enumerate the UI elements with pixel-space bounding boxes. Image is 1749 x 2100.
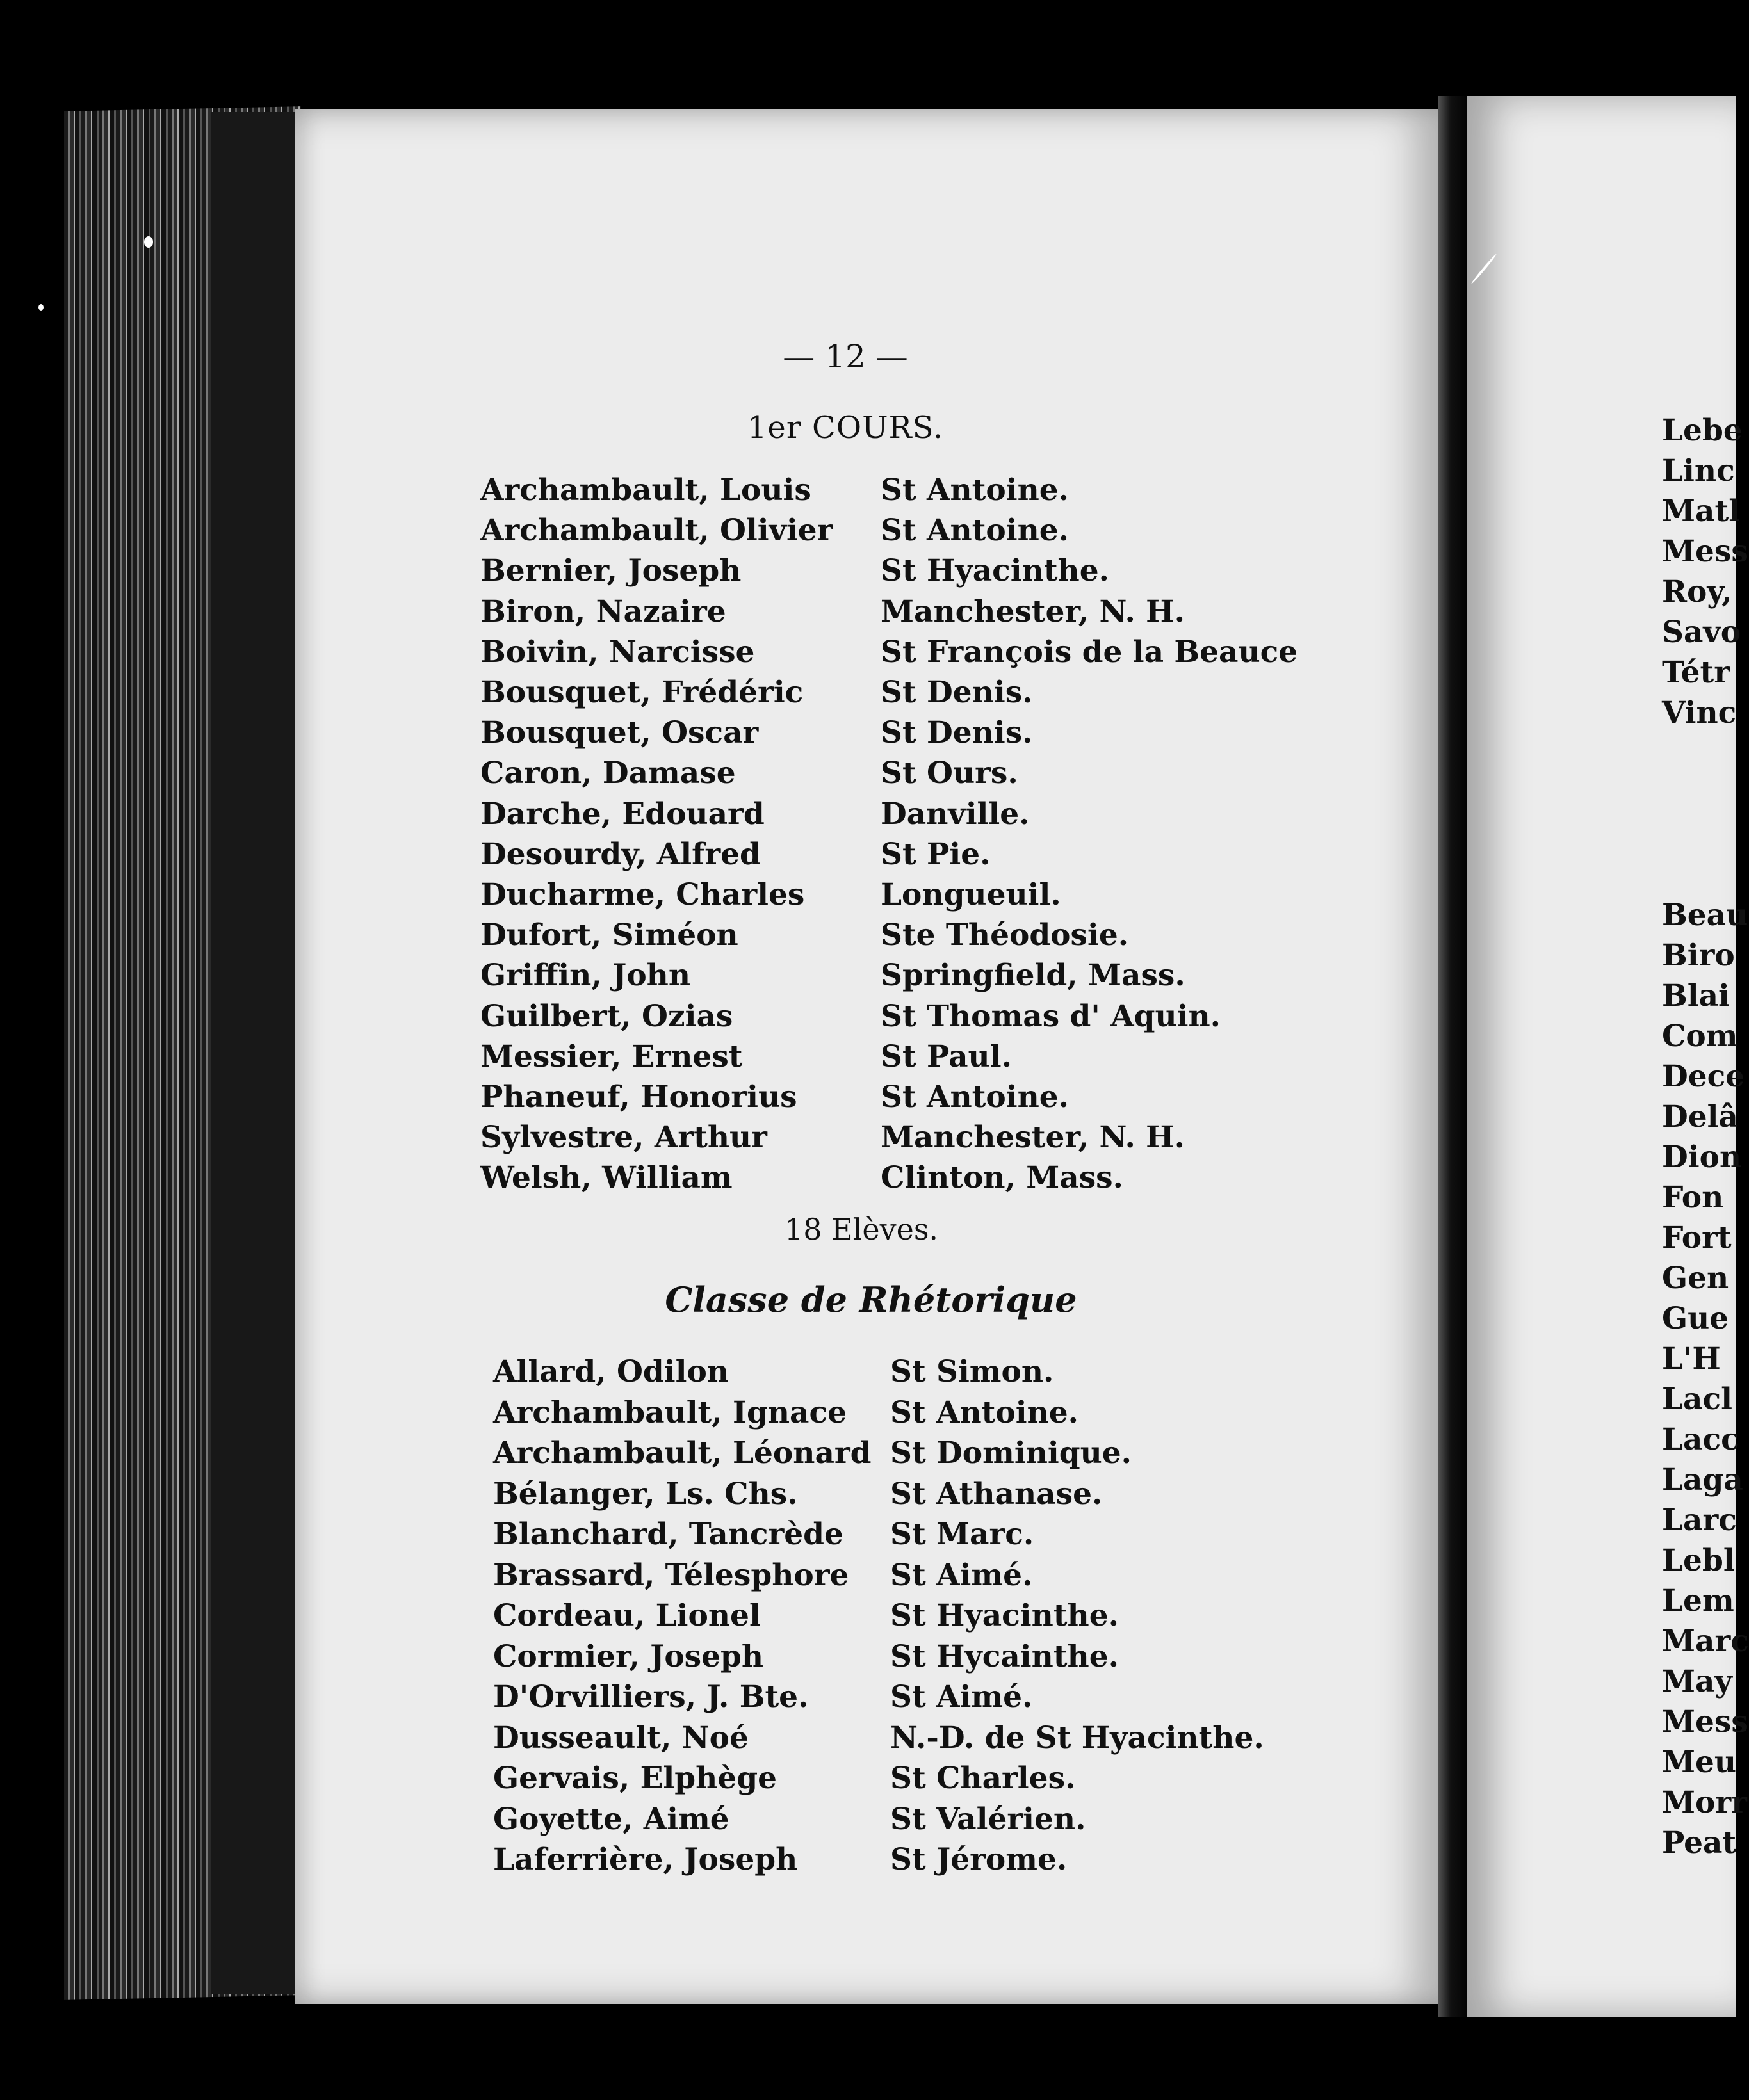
student-row [0,1160,1409,1200]
student-name: Bernier, Joseph [480,553,742,589]
student-row [0,1679,1409,1719]
student-place: Ste Théodosie. [881,917,1129,953]
student-row [0,1120,1409,1159]
student-place: St Antoine. [890,1394,1079,1430]
right-page-fragment: Laga [1662,1462,1743,1498]
student-name: Blanchard, Tancrède [493,1517,843,1552]
right-page-fragment: Savo [1662,615,1741,650]
student-place: St Paul. [881,1038,1012,1074]
student-place: Longueuil. [881,877,1061,912]
student-row [0,1517,1409,1556]
student-name: Bélanger, Ls. Chs. [493,1476,798,1512]
right-page-fragment: Dece [1662,1059,1745,1094]
student-name: Archambault, Olivier [480,513,833,549]
student-place: St Ours. [881,755,1018,791]
student-row [0,1720,1409,1760]
student-name: Messier, Ernest [480,1038,743,1074]
right-page-fragment: Com [1662,1019,1738,1054]
student-place: St Athanase. [890,1476,1103,1512]
student-place: St Charles. [890,1761,1076,1796]
student-row [0,917,1409,957]
student-row [0,1079,1409,1119]
student-place: St Hyacinthe. [890,1598,1119,1633]
student-row [0,1435,1409,1475]
student-row [0,513,1409,553]
right-page-fragment: Delâ [1662,1099,1738,1135]
right-page-fragment: L'H [1662,1341,1721,1377]
right-page-fragment: Vinc [1662,695,1737,731]
student-place: St Marc. [890,1517,1034,1552]
student-name: Cormier, Joseph [493,1638,764,1674]
student-row [0,1598,1409,1638]
right-page-fragment: Lacl [1662,1382,1732,1417]
book-gutter [1438,96,1470,2017]
student-row [0,1039,1409,1079]
student-place: Manchester, N. H. [881,1120,1185,1156]
student-name: Dusseault, Noé [493,1720,749,1756]
right-page-fragment: Fon [1662,1180,1724,1215]
right-page-fragment: Tétr [1662,655,1730,690]
student-place: St Simon. [890,1354,1054,1389]
right-page-fragment: Gue [1662,1301,1729,1336]
student-name: Phaneuf, Honorius [480,1079,797,1115]
student-row [0,837,1409,876]
student-place: St Jérome. [890,1842,1068,1877]
right-page-fragment: Larc [1662,1503,1737,1538]
student-name: Darche, Edouard [480,796,765,832]
student-row [0,1558,1409,1597]
right-page-fragment: Lem [1662,1583,1734,1619]
scan-speck [38,304,44,311]
student-count: 18 Elèves. [784,1212,939,1247]
student-name: Goyette, Aimé [493,1801,729,1837]
right-page-fragment: Fort [1662,1220,1732,1256]
student-place: St Denis. [881,675,1033,710]
student-row [0,796,1409,836]
right-page-fragment: Linc [1662,453,1735,489]
right-page-fragment: Beau [1662,898,1748,933]
right-page-fragment: Morr [1662,1785,1747,1820]
student-name: Bousquet, Oscar [480,715,759,751]
student-place: St Hycainthe. [890,1638,1119,1674]
student-place: St François de la Beauce [881,634,1298,670]
student-name: Archambault, Ignace [493,1394,847,1430]
student-name: Caron, Damase [480,755,736,791]
rhetorique-heading: Classe de Rhétorique [665,1279,1077,1320]
student-place: Clinton, Mass. [881,1160,1124,1196]
right-page-fragment: Meu [1662,1745,1737,1780]
student-name: Dufort, Siméon [480,917,738,953]
student-row [0,1842,1409,1882]
student-row [0,999,1409,1038]
right-page-fragment: Biro [1662,938,1735,973]
student-place: St Thomas d' Aquin. [881,998,1221,1034]
student-row [0,1639,1409,1679]
right-page-fragment: Peat [1662,1825,1737,1861]
section-title: 1er COURS. [747,410,944,446]
student-name: Allard, Odilon [493,1354,729,1389]
student-name: Ducharme, Charles [480,877,805,912]
student-name: Gervais, Elphège [493,1761,777,1796]
right-page-fragment: Roy, [1662,574,1732,610]
student-name: Griffin, John [480,958,691,994]
student-name: Welsh, William [480,1160,733,1196]
student-name: Boivin, Narcisse [480,634,755,670]
student-row [0,472,1409,512]
student-place: Danville. [881,796,1030,832]
student-name: Brassard, Télesphore [493,1557,849,1593]
student-name: Guilbert, Ozias [480,998,733,1034]
right-page-fragment: Lebl [1662,1543,1735,1578]
right-page-fragment: Mess [1662,534,1748,569]
right-page-fragment: Lebe [1662,413,1743,448]
student-name: Biron, Nazaire [480,594,726,629]
right-page-fragment: May [1662,1664,1732,1699]
student-place: St Antoine. [881,513,1070,549]
student-name: Bousquet, Frédéric [480,675,804,710]
student-row [0,755,1409,795]
student-place: St Antoine. [881,1079,1070,1115]
student-row [0,553,1409,593]
student-name: Archambault, Léonard [493,1435,872,1471]
student-row [0,877,1409,917]
student-row [0,634,1409,674]
right-page-fragment: Lacc [1662,1422,1739,1457]
student-name: Laferrière, Joseph [493,1842,798,1877]
right-page-fragment: Blai [1662,978,1730,1014]
right-page-fragment: Dion [1662,1140,1742,1175]
student-row [0,594,1409,634]
scan-speck [144,236,153,248]
student-name: Desourdy, Alfred [480,836,761,872]
student-row [0,1476,1409,1516]
right-page-fragment: Mess [1662,1704,1748,1740]
right-page-fragment: Matl [1662,494,1741,529]
student-place: St Dominique. [890,1435,1132,1471]
student-row [0,1802,1409,1841]
student-name: Archambault, Louis [480,472,811,508]
student-row [0,675,1409,715]
student-place: St Hyacinthe. [881,553,1109,589]
student-place: N.-D. de St Hyacinthe. [890,1720,1264,1756]
student-place: St Pie. [881,836,991,872]
page-number: — 12 — [783,338,908,375]
student-row [0,715,1409,755]
student-row [0,1395,1409,1435]
right-page-fragment: Gen [1662,1261,1729,1296]
student-row [0,1761,1409,1800]
student-place: St Aimé. [890,1557,1033,1593]
student-row [0,1354,1409,1394]
student-row [0,958,1409,998]
student-place: St Antoine. [881,472,1070,508]
student-place: Manchester, N. H. [881,594,1185,629]
student-place: St Valérien. [890,1801,1086,1837]
student-place: St Aimé. [890,1679,1033,1715]
student-name: D'Orvilliers, J. Bte. [493,1679,809,1715]
student-place: Springfield, Mass. [881,958,1185,994]
right-page-fragment: Marc [1662,1624,1749,1659]
student-name: Sylvestre, Arthur [480,1120,767,1156]
student-name: Cordeau, Lionel [493,1598,761,1633]
student-place: St Denis. [881,715,1033,751]
